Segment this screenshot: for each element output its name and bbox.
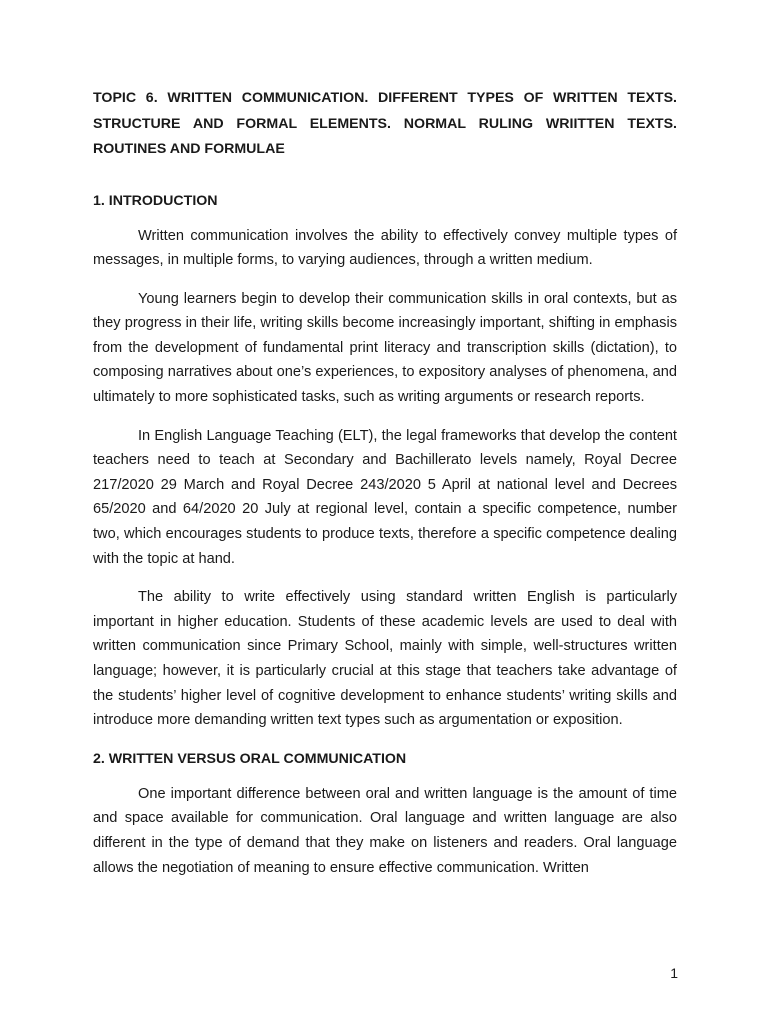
paragraph: In English Language Teaching (ELT), the legal frameworks that develop the content teachers need to teach at Secondary and Bachillerato levels namely, Royal Decree 217/2020 29 March and Royal Decree 243/2020 5 April at national level and Decrees 65/2020 and 64/2020 20 July at regional level, contain a specific competence, number two, which encourages students to produce texts, therefore a specific competence dealing with the topic at hand. (93, 427, 677, 567)
paragraph: The ability to write effectively using standard written English is particularly important in higher education. Students of these academic levels are used to deal with written communication since Primary School, mainly with simple, well-structures written language; however, it is particularly crucial at this stage that teachers take advantage of the students’ higher level of cognitive development to enhance students’ writing skills and introduce more demanding written text types such as argumentation or exposition. (93, 589, 677, 729)
document-title: TOPIC 6. WRITTEN COMMUNICATION. DIFFERENT TYPES OF WRITTEN TEXTS. STRUCTURE AND FORMAL ELEMENTS. NORMAL RULING WRIITTEN TEXTS. ROUTINES AND FORMULAE (93, 90, 677, 157)
section-heading-introduction: 1. INTRODUCTION (93, 192, 218, 209)
section-heading-written-vs-oral: 2. WRITTEN VERSUS ORAL COMMUNICATION (93, 750, 407, 767)
paragraph: Written communication involves the ability to effectively convey multiple types of messages, in multiple forms, to varying audiences, through a written medium. (93, 227, 677, 269)
paragraph: One important difference between oral and written language is the amount of time and space available for communication. Oral language and written language are also different in the type of demand that they make on listeners and readers. Oral language allows the negotiation of meaning to ensure effective communication. Written (93, 785, 677, 876)
paragraph: Young learners begin to develop their communication skills in oral contexts, but as they progress in their life, writing skills become increasingly important, shifting in emphasis from the development of fundamental print literacy and transcription skills (dictation), to composing narratives about one’s experiences, to expository analyses of phenomena, and ultimately to more sophisticated tasks, such as writing arguments or research reports. (93, 290, 677, 406)
page-number: 1 (670, 965, 678, 981)
document-body (93, 86, 677, 894)
